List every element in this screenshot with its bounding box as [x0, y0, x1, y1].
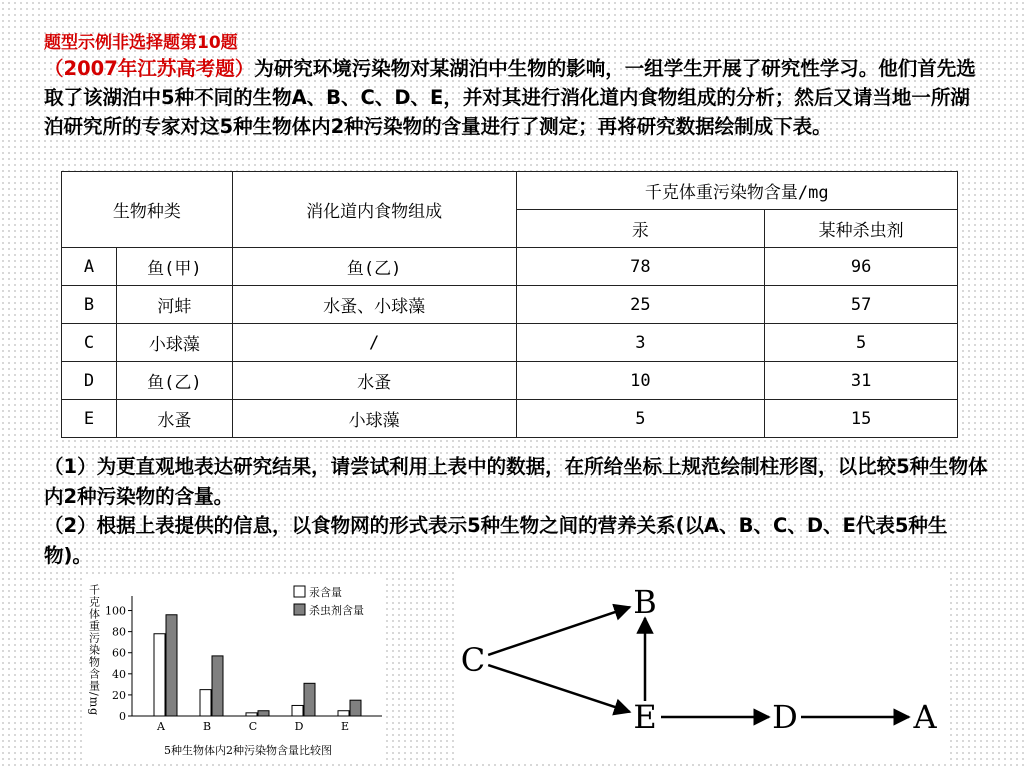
- bar-pesticide: [258, 711, 269, 716]
- y-tick-label: 20: [112, 688, 126, 702]
- cell-name: 河蚌: [116, 286, 232, 324]
- cell-pesticide: 5: [765, 324, 958, 362]
- cell-mercury: 5: [516, 400, 765, 438]
- x-tick-label: E: [340, 720, 350, 733]
- bar-pesticide: [304, 683, 315, 716]
- bar-mercury: [292, 705, 303, 716]
- table-row: [62, 400, 958, 438]
- food-web-diagram: [455, 572, 947, 764]
- table-row: [62, 324, 958, 362]
- header-diet: 消化道内食物组成: [232, 172, 516, 248]
- header-pollutant: 千克体重污染物含量/mg: [516, 172, 958, 210]
- y-tick-label: 0: [119, 710, 126, 723]
- cell-name: 鱼(甲): [116, 248, 232, 286]
- food-web-node: C: [460, 641, 486, 679]
- cell-pesticide: 96: [765, 248, 958, 286]
- cell-mercury: 3: [516, 324, 765, 362]
- x-tick-label: B: [202, 720, 212, 733]
- bar-mercury: [200, 690, 211, 716]
- y-tick-label: 40: [112, 667, 126, 681]
- x-tick-label: D: [294, 720, 304, 733]
- cell-id: B: [62, 286, 117, 324]
- cell-pesticide: 31: [765, 362, 958, 400]
- cell-diet: 水蚤、小球藻: [232, 286, 516, 324]
- cell-name: 鱼(乙): [116, 362, 232, 400]
- table-header-row: [62, 172, 958, 210]
- legend-label: 汞含量: [309, 586, 342, 599]
- bar-mercury: [246, 713, 257, 716]
- legend-swatch: [294, 604, 305, 615]
- bar-pesticide: [166, 615, 177, 716]
- food-web-node: E: [633, 698, 657, 736]
- data-table: [61, 171, 958, 438]
- food-web-arrow: [488, 607, 630, 655]
- intro-source: （2007年江苏高考题）: [44, 57, 255, 80]
- bar-mercury: [338, 711, 349, 716]
- questions: [44, 452, 994, 570]
- table-row: [62, 286, 958, 324]
- cell-mercury: 78: [516, 248, 765, 286]
- question-1: （1）为更直观地表达研究结果，请尝试利用上表中的数据，在所给坐标上规范绘制柱形图，以比较5种生物体内2种污染物的含量。: [44, 455, 988, 508]
- intro-text: 为研究环境污染物对某湖泊中生物的影响，一组学生开展了研究性学习。他们首先选取了该湖泊中5种不同的生物A、B、C、D、E，并对其进行消化道内食物组成的分析；然后又请当地一所湖泊研究所的专家对这5种生物体内2种污染物的含量进行了测定；再将研究数据绘制成下表。: [44, 57, 976, 138]
- table-row: [62, 362, 958, 400]
- cell-name: 水蚤: [116, 400, 232, 438]
- y-axis-label: 千克体重污染物含量/mg: [87, 584, 101, 717]
- question-2: （2）根据上表提供的信息，以食物网的形式表示5种生物之间的营养关系(以A、B、C、D、E代表5种生物)。: [44, 514, 948, 567]
- slide-title: 题型示例非选择题第10题: [44, 33, 238, 53]
- cell-pesticide: 15: [765, 400, 958, 438]
- cell-mercury: 10: [516, 362, 765, 400]
- cell-mercury: 25: [516, 286, 765, 324]
- legend-swatch: [294, 586, 305, 597]
- legend-label: 杀虫剂含量: [309, 604, 364, 617]
- bar-chart-panel: [84, 578, 386, 763]
- chart-title: 5种生物体内2种污染物含量比较图: [164, 744, 332, 757]
- y-tick-label: 80: [112, 625, 126, 639]
- y-tick-label: 100: [105, 604, 126, 618]
- cell-pesticide: 57: [765, 286, 958, 324]
- header-pesticide: 某种杀虫剂: [765, 210, 958, 248]
- x-tick-label: A: [157, 720, 165, 733]
- bar-mercury: [154, 634, 165, 716]
- cell-diet: 水蚤: [232, 362, 516, 400]
- x-tick-label: C: [248, 720, 258, 733]
- header-mercury: 汞: [516, 210, 765, 248]
- food-web-arrow: [488, 665, 630, 712]
- cell-name: 小球藻: [116, 324, 232, 362]
- intro-paragraph: [44, 54, 984, 141]
- cell-diet: 小球藻: [232, 400, 516, 438]
- bar-pesticide: [350, 700, 361, 716]
- cell-id: C: [62, 324, 117, 362]
- cell-id: A: [62, 248, 117, 286]
- bar-pesticide: [212, 656, 223, 716]
- food-web-node: D: [772, 698, 798, 736]
- food-web-node: A: [913, 698, 937, 736]
- table-row: [62, 248, 958, 286]
- header-species: 生物种类: [62, 172, 233, 248]
- bar-chart: [84, 578, 386, 763]
- cell-id: E: [62, 400, 117, 438]
- cell-diet: 鱼(乙): [232, 248, 516, 286]
- cell-diet: /: [232, 324, 516, 362]
- cell-id: D: [62, 362, 117, 400]
- y-tick-label: 60: [112, 646, 126, 660]
- food-web-node: B: [633, 583, 657, 621]
- food-web-panel: [455, 572, 947, 764]
